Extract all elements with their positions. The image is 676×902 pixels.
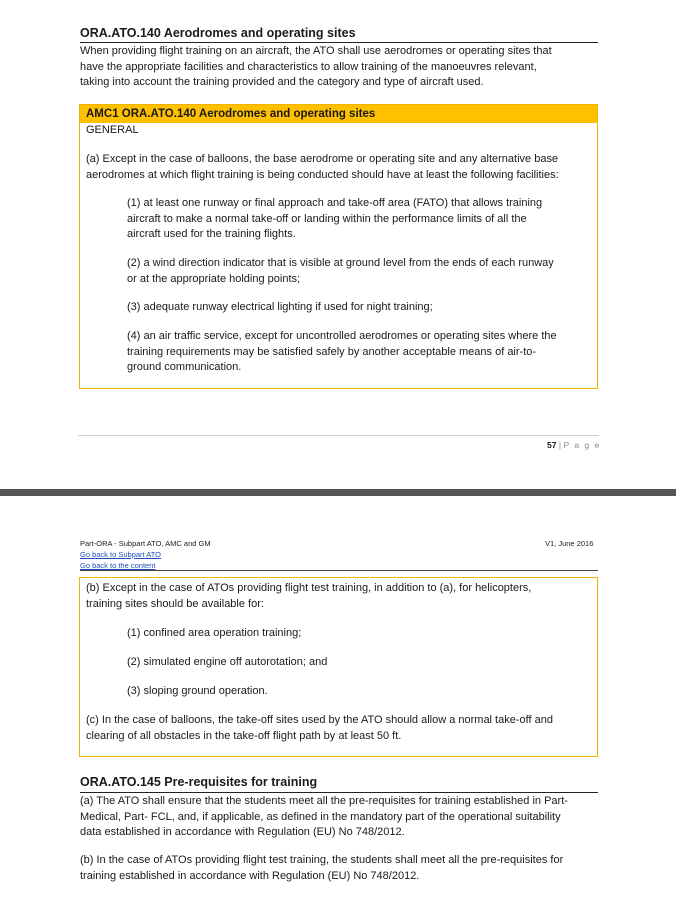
link-back-to-content[interactable]: Go back to the content <box>80 561 156 570</box>
prereq-paragraph-a <box>80 794 620 841</box>
running-header-right: V1, June 2016 <box>545 539 594 548</box>
amc-b-item-3: (3) sloping ground operation. <box>127 685 268 697</box>
text-line: (b) In the case of ATOs providing flight test training, the students shall meet all the pre-requisites for <box>80 854 564 866</box>
heading-rule <box>80 42 598 43</box>
text-line: (2) a wind direction indicator that is visible at ground level from the ends of each runway <box>127 257 554 269</box>
text-line: taking into account the training provided and the category and type of aircraft used. <box>80 76 484 88</box>
text-line: or at the appropriate holding points; <box>127 272 301 285</box>
text-line: Medical, Part- FCL, and, if applicable, as defined in the mandatory part of the operational suitability <box>80 810 561 823</box>
text-line: When providing flight training on an aircraft, the ATO shall use aerodromes or operating sites that <box>80 45 552 57</box>
text-line: ground communication. <box>127 361 242 373</box>
text-line: training established in accordance with Regulation (EU) No 748/2012. <box>80 869 420 882</box>
text-line: (a) The ATO shall ensure that the students meet all the pre-requisites for training established in Part- <box>80 795 568 807</box>
amc-b-item-1: (1) confined area operation training; <box>127 627 302 639</box>
heading-rule <box>80 792 598 793</box>
section-heading-ora-ato-140: ORA.ATO.140 Aerodromes and operating sites <box>80 26 356 40</box>
page-separator <box>0 489 676 496</box>
header-rule <box>80 570 598 571</box>
text-line: (1) at least one runway or final approach and take-off area (FATO) that allows training <box>127 197 543 209</box>
text-line: (a) Except in the case of balloons, the base aerodrome or operating site and any alternative base <box>86 153 559 165</box>
amc-b-item-2: (2) simulated engine off autorotation; and <box>127 656 328 668</box>
prereq-paragraph-b <box>80 853 620 884</box>
amc-general-label: GENERAL <box>86 124 139 136</box>
link-back-to-subpart[interactable]: Go back to Subpart ATO <box>80 550 162 559</box>
amc-paragraph-c <box>86 713 596 744</box>
amc-box-page2 <box>79 577 598 757</box>
page-number-value: 57 <box>547 440 557 450</box>
text-line: clearing of all obstacles in the take-off flight path by at least 50 ft. <box>86 729 402 742</box>
text-line: training requirements may be satisfied safely by another acceptable means of air-to- <box>127 345 537 358</box>
running-header-left: Part-ORA - Subpart ATO, AMC and GM <box>80 539 211 548</box>
text-line: (c) In the case of balloons, the take-off sites used by the ATO should allow a normal take-off and <box>86 714 553 726</box>
text-line: have the appropriate facilities and characteristics to allow training of the manoeuvres relevant, <box>80 60 537 73</box>
text-line: data established in accordance with Regulation (EU) No 748/2012. <box>80 826 405 838</box>
page-number <box>547 440 601 450</box>
amc-item-4 <box>127 329 595 376</box>
amc-title: AMC1 ORA.ATO.140 Aerodromes and operating sites <box>80 105 597 123</box>
footer-rule <box>78 435 599 436</box>
page-word: P a g e <box>563 440 601 450</box>
text-line: aircraft used for the training flights. <box>127 228 296 240</box>
page-number-separator: | <box>558 440 562 450</box>
amc-box-page1 <box>79 104 598 389</box>
amc-item-1 <box>127 196 595 243</box>
text-line: aircraft to make a normal take-off or landing within the performance limits of all the <box>127 212 527 225</box>
amc-paragraph-a <box>86 152 596 183</box>
amc-paragraph-b <box>86 581 596 612</box>
section-heading-ora-ato-145: ORA.ATO.145 Pre-requisites for training <box>80 775 318 789</box>
amc-item-2 <box>127 256 595 287</box>
text-line: (b) Except in the case of ATOs providing flight test training, in addition to (a), for helicopters, <box>86 582 532 594</box>
intro-paragraph <box>80 44 610 91</box>
text-line: aerodromes at which flight training is being conducted should have at least the following facilities: <box>86 168 559 181</box>
text-line: training sites should be available for: <box>86 597 264 610</box>
text-line: (3) adequate runway electrical lighting if used for night training; <box>127 301 433 313</box>
text-line: (4) an air traffic service, except for uncontrolled aerodromes or operating sites where the <box>127 330 557 342</box>
amc-item-3 <box>127 300 595 316</box>
